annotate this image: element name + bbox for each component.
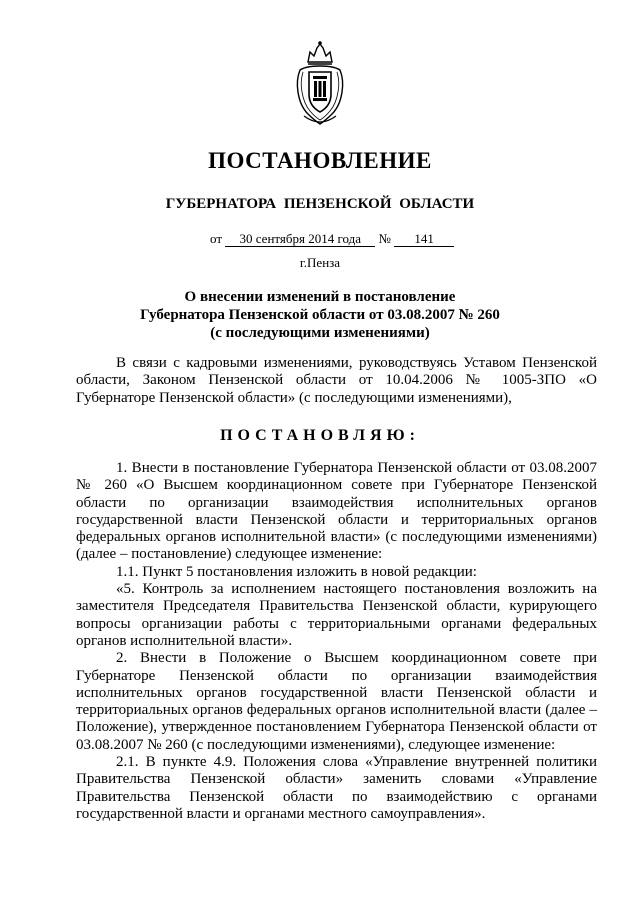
number-sign: № [378,231,391,246]
document-title: ПОСТАНОВЛЕНИЕ [208,148,432,173]
heading-line: Губернатора Пензенской области от 03.08.2007 № 260 [140,307,500,323]
document-city: г.Пенза [299,255,341,270]
date-prefix: от [210,231,223,246]
intro-section [76,355,597,407]
coat-of-arms-emblem [292,40,348,126]
heading-line: (с последующими изменениями) [210,325,430,341]
document-date: 30 сентября 2014 года [225,231,375,247]
paragraph-2: 2. Внести в Положение о Высшем координационном совете при Губернаторе Пензенской области по организации взаимодействия исполнительных органов государственной власти Пензенской области и территориальных органов федеральных органов исполнительной власти (далее – Положение), утвержденное постановлением Губернатора Пензенской области от 03.08.2007 № 260 (с последующими изменениями), следующее изменение: [76,650,597,753]
paragraph-2-1: 2.1. В пункте 4.9. Положения слова «Управление внутренней политики Правительства Пензенской области» заменить словами «Управление Правительства Пензенской области по взаимодействию с органами государственной власти и органами местного самоуправления». [76,754,597,822]
heading-line: О внесении изменений в постановление [184,289,456,305]
paragraph-1-1: 1.1. Пункт 5 постановления изложить в новой редакции: [116,563,477,580]
paragraph-quote-5: «5. Контроль за исполнением настоящего постановления возложить на заместителя Председателя Правительства Пензенской области, курирующего вопросы организации работы с территориальными органами федеральных органов исполнительной власти». [76,581,597,649]
decree-word: ПОСТАНОВЛЯЮ: [220,427,420,444]
document-subtitle: ГУБЕРНАТОРА ПЕНЗЕНСКОЙ ОБЛАСТИ [165,196,475,212]
document-heading [0,288,640,342]
paragraph-1: 1. Внести в постановление Губернатора Пензенской области от 03.08.2007 № 260 «О Высшем координационном совете при Губернаторе Пензенской области по организации взаимодействия исполнительных органов государственной власти Пензенской области и территориальных органов федеральных органов исполнительной власти» (с последующими изменениями) (далее – постановление) следующее изменение: [76,460,597,563]
intro-paragraph: В связи с кадровыми изменениями, руководствуясь Уставом Пензенской области, Законом Пензенской области от 10.04.2006 № 1005-ЗПО «О Губернаторе Пензенской области» (с последующими изменениями), [76,355,597,406]
date-number-line [210,231,454,247]
document-number: 141 [394,231,454,247]
main-section [76,460,597,823]
